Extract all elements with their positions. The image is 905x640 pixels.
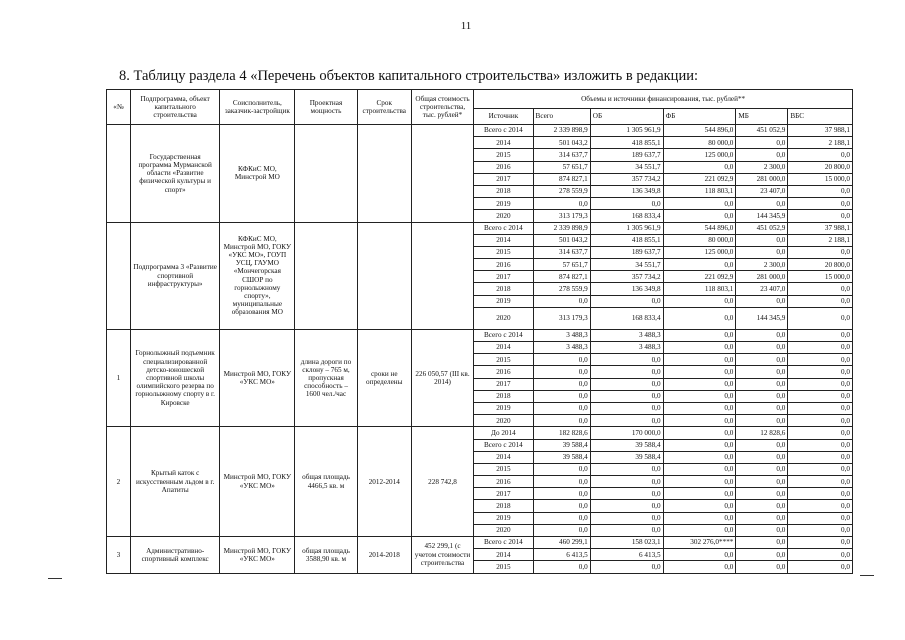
capital-construction-table xyxy=(106,89,853,574)
source-cell: Всего с 2014 xyxy=(474,222,533,234)
executor-cell: Минстрой МО, ГОКУ «УКС МО» xyxy=(220,329,295,427)
fb-cell: 0,0 xyxy=(663,210,736,222)
mb-cell: 281 000,0 xyxy=(736,173,788,185)
fb-cell: 0,0 xyxy=(663,500,736,512)
ob-cell: 0,0 xyxy=(590,500,663,512)
object-name: Подпрограмма 3 «Развитие спортивной инфраструктуры» xyxy=(130,222,219,329)
capacity-cell xyxy=(295,222,357,329)
mb-cell: 0,0 xyxy=(736,329,788,341)
total-cell: 39 588,4 xyxy=(533,439,590,451)
ob-cell: 158 023,1 xyxy=(590,537,663,549)
fb-cell: 0,0 xyxy=(663,329,736,341)
table-row xyxy=(107,329,853,341)
fb-cell: 302 276,0**** xyxy=(663,537,736,549)
source-cell: 2019 xyxy=(474,295,533,307)
fb-cell: 0,0 xyxy=(663,549,736,561)
vbs-cell: 0,0 xyxy=(788,149,853,161)
header-funding: Объемы и источники финансирования, тыс. рублей** xyxy=(474,90,853,109)
executor-cell: Минстрой МО, ГОКУ «УКС МО» xyxy=(220,537,295,574)
fb-cell: 0,0 xyxy=(663,488,736,500)
mb-cell: 0,0 xyxy=(736,246,788,258)
fb-cell: 0,0 xyxy=(663,161,736,173)
source-cell: 2018 xyxy=(474,185,533,197)
mb-cell: 0,0 xyxy=(736,524,788,536)
mb-cell: 0,0 xyxy=(736,295,788,307)
source-cell: 2015 xyxy=(474,246,533,258)
mb-cell: 2 300,0 xyxy=(736,161,788,173)
total-cell: 0,0 xyxy=(533,354,590,366)
vbs-cell: 0,0 xyxy=(788,402,853,414)
fb-cell: 0,0 xyxy=(663,295,736,307)
ob-cell: 0,0 xyxy=(590,390,663,402)
ob-cell: 0,0 xyxy=(590,198,663,210)
total-cell: 0,0 xyxy=(533,524,590,536)
fb-cell: 80 000,0 xyxy=(663,137,736,149)
source-cell: 2015 xyxy=(474,463,533,475)
mb-cell: 0,0 xyxy=(736,390,788,402)
source-cell: 2014 xyxy=(474,549,533,561)
fb-cell: 0,0 xyxy=(663,354,736,366)
table-row xyxy=(107,537,853,549)
vbs-cell: 0,0 xyxy=(788,342,853,354)
total-cell: 874 827,1 xyxy=(533,173,590,185)
ob-cell: 418 855,1 xyxy=(590,137,663,149)
vbs-cell: 0,0 xyxy=(788,439,853,451)
term-cell xyxy=(357,222,411,329)
executor-cell: Минстрой МО, ГОКУ «УКС МО» xyxy=(220,427,295,537)
vbs-cell: 0,0 xyxy=(788,415,853,427)
table-row xyxy=(107,125,853,137)
header-cost: Общая стоимость строительства, тыс. рублей* xyxy=(411,90,473,125)
mb-cell: 0,0 xyxy=(736,198,788,210)
total-cell: 2 339 898,9 xyxy=(533,222,590,234)
source-cell: 2015 xyxy=(474,149,533,161)
total-cell: 0,0 xyxy=(533,295,590,307)
table-row xyxy=(107,427,853,439)
vbs-cell: 0,0 xyxy=(788,307,853,329)
header-capacity: Проектная мощность xyxy=(295,90,357,125)
source-cell: Всего с 2014 xyxy=(474,439,533,451)
total-cell: 182 828,6 xyxy=(533,427,590,439)
mb-cell: 0,0 xyxy=(736,537,788,549)
fb-cell: 0,0 xyxy=(663,378,736,390)
table-body xyxy=(107,125,853,574)
ob-cell: 0,0 xyxy=(590,354,663,366)
page-number: 11 xyxy=(460,20,472,32)
mb-cell: 281 000,0 xyxy=(736,271,788,283)
ob-cell: 0,0 xyxy=(590,366,663,378)
source-cell: 2020 xyxy=(474,415,533,427)
vbs-cell: 37 988,1 xyxy=(788,222,853,234)
vbs-cell: 0,0 xyxy=(788,390,853,402)
row-number: 1 xyxy=(107,329,131,427)
ob-cell: 39 588,4 xyxy=(590,451,663,463)
mb-cell: 144 345,9 xyxy=(736,307,788,329)
vbs-cell: 0,0 xyxy=(788,476,853,488)
ob-cell: 189 637,7 xyxy=(590,246,663,258)
ob-cell: 0,0 xyxy=(590,378,663,390)
header-num: «№ xyxy=(107,90,131,125)
mb-cell: 0,0 xyxy=(736,549,788,561)
vbs-cell: 2 188,1 xyxy=(788,137,853,149)
ob-cell: 357 734,2 xyxy=(590,271,663,283)
total-cell: 0,0 xyxy=(533,378,590,390)
vbs-cell: 0,0 xyxy=(788,451,853,463)
total-cell: 0,0 xyxy=(533,476,590,488)
mb-cell: 0,0 xyxy=(736,476,788,488)
total-cell: 39 588,4 xyxy=(533,451,590,463)
capacity-cell xyxy=(295,125,357,223)
total-cell: 0,0 xyxy=(533,561,590,573)
fb-cell: 0,0 xyxy=(663,463,736,475)
margin-mark xyxy=(860,575,874,576)
fb-cell: 221 092,9 xyxy=(663,173,736,185)
ob-cell: 34 551,7 xyxy=(590,161,663,173)
ob-cell: 3 488,3 xyxy=(590,329,663,341)
vbs-cell: 0,0 xyxy=(788,295,853,307)
source-cell: 2015 xyxy=(474,561,533,573)
header-term: Срок строительства xyxy=(357,90,411,125)
table-row xyxy=(107,222,853,234)
mb-cell: 451 052,9 xyxy=(736,222,788,234)
mb-cell: 0,0 xyxy=(736,415,788,427)
ob-cell: 0,0 xyxy=(590,561,663,573)
mb-cell: 451 052,9 xyxy=(736,125,788,137)
ob-cell: 6 413,5 xyxy=(590,549,663,561)
source-cell: 2014 xyxy=(474,234,533,246)
fb-cell: 544 896,0 xyxy=(663,125,736,137)
fb-cell: 0,0 xyxy=(663,198,736,210)
vbs-cell: 37 988,1 xyxy=(788,125,853,137)
total-cell: 314 637,7 xyxy=(533,246,590,258)
row-number xyxy=(107,222,131,329)
object-name: Горнолыжный подъемник специализированной детско-юношеской спортивной школы олимпийского резерва по горнолыжному спорту в г. Кировске xyxy=(130,329,219,427)
ob-cell: 1 305 961,9 xyxy=(590,222,663,234)
cost-cell: 226 050,57 (III кв. 2014) xyxy=(411,329,473,427)
ob-cell: 39 588,4 xyxy=(590,439,663,451)
mb-cell: 0,0 xyxy=(736,488,788,500)
total-cell: 278 559,9 xyxy=(533,283,590,295)
ob-cell: 0,0 xyxy=(590,524,663,536)
term-cell: 2014-2018 xyxy=(357,537,411,574)
mb-cell: 23 407,0 xyxy=(736,185,788,197)
source-cell: 2018 xyxy=(474,283,533,295)
vbs-cell: 0,0 xyxy=(788,512,853,524)
term-cell: сроки не определены xyxy=(357,329,411,427)
header-mb: МБ xyxy=(736,109,788,125)
mb-cell: 0,0 xyxy=(736,439,788,451)
total-cell: 874 827,1 xyxy=(533,271,590,283)
vbs-cell: 0,0 xyxy=(788,549,853,561)
total-cell: 3 488,3 xyxy=(533,342,590,354)
fb-cell: 0,0 xyxy=(663,415,736,427)
total-cell: 314 637,7 xyxy=(533,149,590,161)
mb-cell: 23 407,0 xyxy=(736,283,788,295)
total-cell: 2 339 898,9 xyxy=(533,125,590,137)
header-program: Подпрограмма, объект капитального строительства xyxy=(130,90,219,125)
mb-cell: 0,0 xyxy=(736,366,788,378)
mb-cell: 0,0 xyxy=(736,137,788,149)
header-source: Источник xyxy=(474,109,533,125)
margin-mark xyxy=(48,578,62,579)
ob-cell: 168 833,4 xyxy=(590,210,663,222)
source-cell: До 2014 xyxy=(474,427,533,439)
vbs-cell: 0,0 xyxy=(788,488,853,500)
fb-cell: 118 803,1 xyxy=(663,185,736,197)
fb-cell: 80 000,0 xyxy=(663,234,736,246)
vbs-cell: 15 000,0 xyxy=(788,271,853,283)
mb-cell: 0,0 xyxy=(736,402,788,414)
ob-cell: 0,0 xyxy=(590,295,663,307)
vbs-cell: 0,0 xyxy=(788,246,853,258)
ob-cell: 0,0 xyxy=(590,415,663,427)
source-cell: 2014 xyxy=(474,137,533,149)
mb-cell: 144 345,9 xyxy=(736,210,788,222)
header-executor: Соисполнитель, заказчик-застройщик xyxy=(220,90,295,125)
capacity-cell: общая площадь 4466,5 кв. м xyxy=(295,427,357,537)
vbs-cell: 0,0 xyxy=(788,185,853,197)
term-cell: 2012-2014 xyxy=(357,427,411,537)
source-cell: 2014 xyxy=(474,451,533,463)
source-cell: 2016 xyxy=(474,161,533,173)
total-cell: 0,0 xyxy=(533,366,590,378)
vbs-cell: 0,0 xyxy=(788,463,853,475)
fb-cell: 125 000,0 xyxy=(663,246,736,258)
source-cell: 2016 xyxy=(474,259,533,271)
object-name: Крытый каток с искусственным льдом в г. Апатиты xyxy=(130,427,219,537)
fb-cell: 221 092,9 xyxy=(663,271,736,283)
ob-cell: 168 833,4 xyxy=(590,307,663,329)
source-cell: 2014 xyxy=(474,342,533,354)
mb-cell: 0,0 xyxy=(736,500,788,512)
fb-cell: 0,0 xyxy=(663,342,736,354)
vbs-cell: 0,0 xyxy=(788,366,853,378)
fb-cell: 0,0 xyxy=(663,259,736,271)
ob-cell: 0,0 xyxy=(590,402,663,414)
object-name: Административно-спортивный комплекс xyxy=(130,537,219,574)
vbs-cell: 0,0 xyxy=(788,283,853,295)
vbs-cell: 0,0 xyxy=(788,378,853,390)
ob-cell: 357 734,2 xyxy=(590,173,663,185)
source-cell: 2015 xyxy=(474,354,533,366)
fb-cell: 0,0 xyxy=(663,366,736,378)
ob-cell: 418 855,1 xyxy=(590,234,663,246)
mb-cell: 0,0 xyxy=(736,512,788,524)
ob-cell: 0,0 xyxy=(590,512,663,524)
cost-cell xyxy=(411,125,473,223)
source-cell: 2016 xyxy=(474,366,533,378)
capacity-cell: общая площадь 3588,90 кв. м xyxy=(295,537,357,574)
vbs-cell: 20 800,0 xyxy=(788,259,853,271)
total-cell: 313 179,3 xyxy=(533,210,590,222)
mb-cell: 0,0 xyxy=(736,451,788,463)
ob-cell: 136 349,8 xyxy=(590,283,663,295)
section-heading: 8. Таблицу раздела 4 «Перечень объектов капитального строительства» изложить в редакции: xyxy=(119,68,698,84)
ob-cell: 1 305 961,9 xyxy=(590,125,663,137)
row-number: 3 xyxy=(107,537,131,574)
mb-cell: 0,0 xyxy=(736,561,788,573)
vbs-cell: 0,0 xyxy=(788,354,853,366)
mb-cell: 0,0 xyxy=(736,342,788,354)
vbs-cell: 15 000,0 xyxy=(788,173,853,185)
ob-cell: 0,0 xyxy=(590,488,663,500)
total-cell: 0,0 xyxy=(533,402,590,414)
ob-cell: 136 349,8 xyxy=(590,185,663,197)
vbs-cell: 0,0 xyxy=(788,500,853,512)
total-cell: 0,0 xyxy=(533,198,590,210)
fb-cell: 0,0 xyxy=(663,390,736,402)
source-cell: 2017 xyxy=(474,488,533,500)
fb-cell: 0,0 xyxy=(663,439,736,451)
row-number xyxy=(107,125,131,223)
ob-cell: 189 637,7 xyxy=(590,149,663,161)
total-cell: 501 043,2 xyxy=(533,137,590,149)
source-cell: 2019 xyxy=(474,512,533,524)
cost-cell xyxy=(411,222,473,329)
cost-cell: 452 299,1 (с учетом стоимости строительства xyxy=(411,537,473,574)
vbs-cell: 0,0 xyxy=(788,210,853,222)
fb-cell: 0,0 xyxy=(663,402,736,414)
total-cell: 278 559,9 xyxy=(533,185,590,197)
source-cell: Всего с 2014 xyxy=(474,537,533,549)
total-cell: 313 179,3 xyxy=(533,307,590,329)
ob-cell: 0,0 xyxy=(590,476,663,488)
fb-cell: 0,0 xyxy=(663,451,736,463)
fb-cell: 544 896,0 xyxy=(663,222,736,234)
source-cell: 2020 xyxy=(474,524,533,536)
row-number: 2 xyxy=(107,427,131,537)
source-cell: 2020 xyxy=(474,307,533,329)
source-cell: 2017 xyxy=(474,378,533,390)
cost-cell: 228 742,8 xyxy=(411,427,473,537)
mb-cell: 0,0 xyxy=(736,378,788,390)
source-cell: 2017 xyxy=(474,271,533,283)
source-cell: 2018 xyxy=(474,500,533,512)
total-cell: 0,0 xyxy=(533,488,590,500)
capacity-cell: длина дороги по склону – 765 м, пропускная способность – 1600 чел./час xyxy=(295,329,357,427)
fb-cell: 0,0 xyxy=(663,476,736,488)
ob-cell: 3 488,3 xyxy=(590,342,663,354)
source-cell: 2016 xyxy=(474,476,533,488)
mb-cell: 0,0 xyxy=(736,234,788,246)
executor-cell: КФКиС МО, Минстрой МО, ГОКУ «УКС МО», ГОУП УСЦ, ГАУМО «Мончегорская СШОР по горнолыжному спорту», муниципальные образования МО xyxy=(220,222,295,329)
total-cell: 3 488,3 xyxy=(533,329,590,341)
fb-cell: 0,0 xyxy=(663,524,736,536)
header-vbs: ВБС xyxy=(788,109,853,125)
vbs-cell: 0,0 xyxy=(788,561,853,573)
total-cell: 460 299,1 xyxy=(533,537,590,549)
mb-cell: 0,0 xyxy=(736,149,788,161)
total-cell: 0,0 xyxy=(533,390,590,402)
source-cell: 2019 xyxy=(474,198,533,210)
executor-cell: КФКиС МО, Минстрой МО xyxy=(220,125,295,223)
vbs-cell: 0,0 xyxy=(788,427,853,439)
vbs-cell: 20 800,0 xyxy=(788,161,853,173)
ob-cell: 0,0 xyxy=(590,463,663,475)
vbs-cell: 0,0 xyxy=(788,198,853,210)
header-total: Всего xyxy=(533,109,590,125)
vbs-cell: 0,0 xyxy=(788,524,853,536)
ob-cell: 34 551,7 xyxy=(590,259,663,271)
total-cell: 57 651,7 xyxy=(533,259,590,271)
vbs-cell: 0,0 xyxy=(788,537,853,549)
fb-cell: 118 803,1 xyxy=(663,283,736,295)
total-cell: 0,0 xyxy=(533,512,590,524)
total-cell: 57 651,7 xyxy=(533,161,590,173)
source-cell: 2020 xyxy=(474,210,533,222)
source-cell: 2017 xyxy=(474,173,533,185)
ob-cell: 170 000,0 xyxy=(590,427,663,439)
total-cell: 6 413,5 xyxy=(533,549,590,561)
total-cell: 0,0 xyxy=(533,500,590,512)
fb-cell: 0,0 xyxy=(663,307,736,329)
header-fb: ФБ xyxy=(663,109,736,125)
object-name: Государственная программа Мурманской области «Развитие физической культуры и спорт» xyxy=(130,125,219,223)
header-ob: ОБ xyxy=(590,109,663,125)
fb-cell: 0,0 xyxy=(663,512,736,524)
vbs-cell: 2 188,1 xyxy=(788,234,853,246)
total-cell: 0,0 xyxy=(533,463,590,475)
fb-cell: 0,0 xyxy=(663,561,736,573)
source-cell: Всего с 2014 xyxy=(474,329,533,341)
fb-cell: 125 000,0 xyxy=(663,149,736,161)
total-cell: 501 043,2 xyxy=(533,234,590,246)
term-cell xyxy=(357,125,411,223)
total-cell: 0,0 xyxy=(533,415,590,427)
mb-cell: 12 828,6 xyxy=(736,427,788,439)
mb-cell: 0,0 xyxy=(736,463,788,475)
source-cell: 2019 xyxy=(474,402,533,414)
source-cell: 2018 xyxy=(474,390,533,402)
vbs-cell: 0,0 xyxy=(788,329,853,341)
mb-cell: 0,0 xyxy=(736,354,788,366)
mb-cell: 2 300,0 xyxy=(736,259,788,271)
source-cell: Всего с 2014 xyxy=(474,125,533,137)
fb-cell: 0,0 xyxy=(663,427,736,439)
